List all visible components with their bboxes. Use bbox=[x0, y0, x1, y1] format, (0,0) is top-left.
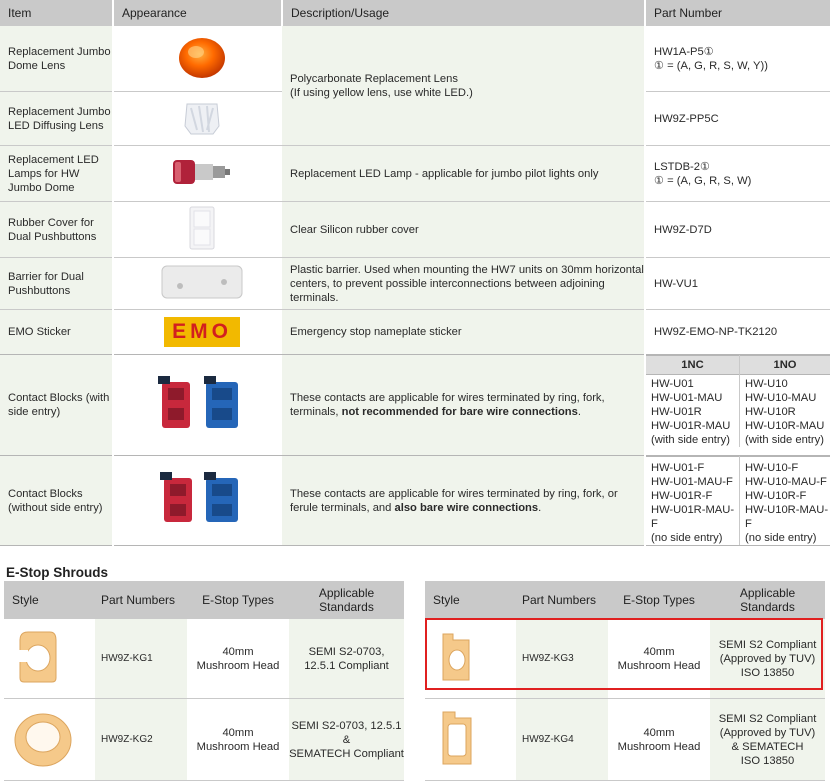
contact-blocks-noside-image bbox=[113, 456, 282, 546]
desc-end: . bbox=[538, 501, 542, 514]
contact-parts-table bbox=[646, 456, 830, 545]
part-number: HW-U01-MAU bbox=[651, 392, 723, 404]
contact-parts-cell bbox=[645, 456, 830, 546]
desc-plain: These contacts are applicable for wires terminated by ring, fork, or ferule terminals, and bbox=[290, 487, 618, 514]
description: Plastic barrier. Used when mounting the HW7 units on 30mm horizontal centers, to prevent possible interconnections between adjoining terminals. bbox=[282, 258, 645, 310]
estop-type-size: 40mm bbox=[643, 645, 675, 658]
header-standards-line1: Applicable bbox=[739, 585, 796, 600]
rubber-cover-image bbox=[113, 202, 282, 258]
part-number: HW9Z-PP5C bbox=[645, 92, 830, 146]
header-types: E-Stop Types bbox=[187, 581, 289, 619]
table-row bbox=[0, 310, 830, 355]
part-number: HW9Z-D7D bbox=[645, 202, 830, 258]
part-number: HW9Z-EMO-NP-TK2120 bbox=[645, 310, 830, 355]
part-number: HW-U10 bbox=[745, 378, 788, 390]
table-row bbox=[425, 699, 825, 781]
estop-type-name: Mushroom Head bbox=[617, 659, 701, 672]
part-number: HW-U10R-MAU bbox=[745, 420, 825, 432]
item-cell: EMO Sticker bbox=[0, 310, 113, 355]
section-title: E-Stop Shrouds bbox=[6, 565, 108, 580]
item-cell: Contact Blocks (without side entry) bbox=[0, 456, 113, 546]
header-types: E-Stop Types bbox=[608, 581, 710, 619]
part-number: HW-U10R bbox=[745, 406, 796, 418]
estop-type-size: 40mm bbox=[222, 645, 254, 658]
standards bbox=[289, 619, 404, 699]
part-number: HW-U01 bbox=[651, 378, 694, 390]
part-number: HW-U01R-MAU-F bbox=[651, 504, 735, 530]
led-lamp-image bbox=[113, 146, 282, 202]
part-number: HW-U10-MAU bbox=[745, 392, 817, 404]
emo-sticker: EMO bbox=[164, 317, 240, 347]
contact-parts-cell bbox=[645, 355, 830, 456]
estop-type-size: 40mm bbox=[643, 726, 675, 739]
standard-line: SEMATECH Compliant bbox=[289, 747, 404, 760]
estop-type bbox=[608, 699, 710, 781]
item-cell: Replacement Jumbo Dome Lens bbox=[0, 26, 113, 92]
table-row bbox=[4, 699, 404, 781]
part-number-note: (no side entry) bbox=[745, 532, 817, 544]
part-number-note: ① = (A, G, R, S, W, Y)) bbox=[654, 59, 768, 72]
part-number: HW9Z-KG2 bbox=[95, 699, 187, 781]
part-number-note: (with side entry) bbox=[745, 434, 824, 446]
header-standards bbox=[710, 581, 825, 619]
header-1no: 1NO bbox=[740, 356, 830, 375]
description bbox=[282, 355, 645, 456]
standard-line: & SEMATECH bbox=[731, 740, 804, 753]
description: Replacement LED Lamp - applicable for jumbo pilot lights only bbox=[282, 146, 645, 202]
contact-blocks-side-image bbox=[113, 355, 282, 456]
contact-parts-table bbox=[646, 355, 830, 447]
header-part-numbers: Part Numbers bbox=[516, 581, 608, 619]
part-number: HW9Z-KG3 bbox=[516, 619, 608, 699]
part-number: HW-U01-MAU-F bbox=[651, 476, 733, 488]
estop-type bbox=[187, 619, 289, 699]
header-standards bbox=[289, 581, 404, 619]
header-appearance: Appearance bbox=[113, 0, 282, 26]
part-number-note: (no side entry) bbox=[651, 532, 723, 544]
table-row bbox=[0, 146, 830, 202]
header-part-number: Part Number bbox=[645, 0, 830, 26]
standard-line: SEMI S2 Compliant bbox=[718, 712, 817, 725]
header-style: Style bbox=[4, 581, 95, 619]
part-number-note: (with side entry) bbox=[651, 434, 730, 446]
header-description: Description/Usage bbox=[282, 0, 645, 26]
part-number: HW9Z-KG4 bbox=[516, 699, 608, 781]
part-number: HW-U10R-MAU-F bbox=[745, 504, 829, 530]
shroud-kg2-image bbox=[4, 699, 95, 781]
header-item: Item bbox=[0, 0, 113, 26]
item-cell: Contact Blocks (with side entry) bbox=[0, 355, 113, 456]
standard-line: SEMI S2 Compliant bbox=[718, 638, 817, 651]
emo-sticker-image bbox=[113, 310, 282, 355]
header-standards-line2: Standards bbox=[740, 599, 795, 614]
part-number: HW-U10-F bbox=[745, 462, 799, 474]
estop-type-name: Mushroom Head bbox=[196, 740, 280, 753]
estop-type-name: Mushroom Head bbox=[617, 740, 701, 753]
header-1nc: 1NC bbox=[646, 356, 740, 375]
part-number: HW9Z-KG1 bbox=[95, 619, 187, 699]
table-row bbox=[0, 258, 830, 310]
standard-line: ISO 13850 bbox=[740, 754, 795, 767]
shroud-table-left bbox=[4, 581, 404, 781]
part-number-note: ① = (A, G, R, S, W) bbox=[654, 174, 752, 187]
shroud-kg4-image bbox=[425, 699, 516, 781]
desc-end: . bbox=[577, 406, 581, 418]
standard-line: (Approved by TUV) bbox=[719, 652, 816, 665]
desc-plain: These contacts are applicable for wires terminated by ring, fork, terminals, bbox=[290, 392, 605, 418]
part-number: HW-VU1 bbox=[645, 258, 830, 310]
part-number: HW-U10R-F bbox=[745, 490, 807, 502]
part-number: HW-U01-F bbox=[651, 462, 705, 474]
standard-line: ISO 13850 bbox=[740, 666, 795, 679]
part-number: HW-U10-MAU-F bbox=[745, 476, 827, 488]
standards bbox=[710, 699, 825, 781]
highlight-box bbox=[425, 618, 823, 690]
part-number: HW-U01R-F bbox=[651, 490, 713, 502]
standard-line: (Approved by TUV) bbox=[719, 726, 816, 739]
part-number: HW1A-P5① bbox=[654, 45, 714, 58]
description: Clear Silicon rubber cover bbox=[282, 202, 645, 258]
table-row bbox=[0, 456, 830, 546]
estop-type-size: 40mm bbox=[222, 726, 254, 739]
item-cell: Rubber Cover for Dual Pushbuttons bbox=[0, 202, 113, 258]
lens-desc-line2: (If using yellow lens, use white LED.) bbox=[290, 86, 473, 99]
table-row bbox=[0, 355, 830, 456]
diffusing-lens-image bbox=[113, 92, 282, 146]
table-row bbox=[0, 26, 830, 92]
estop-type-name: Mushroom Head bbox=[196, 659, 280, 672]
item-cell: Replacement Jumbo LED Diffusing Lens bbox=[0, 92, 113, 146]
dome-lens-image bbox=[113, 26, 282, 92]
standard-line: 12.5.1 Compliant bbox=[304, 659, 389, 672]
table-row bbox=[4, 619, 404, 699]
desc-bold: not recommended for bare wire connections bbox=[341, 406, 578, 418]
estop-type bbox=[187, 699, 289, 781]
standards bbox=[289, 699, 404, 781]
standard-line: SEMI S2-0703, 12.5.1 & bbox=[291, 719, 402, 746]
standard-line: SEMI S2-0703, bbox=[308, 645, 385, 658]
part-number: HW-U01R-MAU bbox=[651, 420, 731, 432]
table-row bbox=[0, 202, 830, 258]
header-standards-line2: Standards bbox=[319, 599, 374, 614]
barrier-image bbox=[113, 258, 282, 310]
lens-description bbox=[282, 26, 645, 146]
item-cell: Barrier for Dual Pushbuttons bbox=[0, 258, 113, 310]
lens-desc-line1: Polycarbonate Replacement Lens bbox=[290, 72, 458, 85]
part-number: LSTDB-2① bbox=[654, 160, 711, 173]
shroud-kg1-image bbox=[4, 619, 95, 699]
header-part-numbers: Part Numbers bbox=[95, 581, 187, 619]
part-number-cell bbox=[645, 26, 830, 92]
description: Emergency stop nameplate sticker bbox=[282, 310, 645, 355]
item-cell: Replacement LED Lamps for HW Jumbo Dome bbox=[0, 146, 113, 202]
desc-bold: also bare wire connections bbox=[394, 501, 539, 514]
header-style: Style bbox=[425, 581, 516, 619]
header-standards-line1: Applicable bbox=[318, 585, 375, 600]
part-number: HW-U01R bbox=[651, 406, 702, 418]
description bbox=[282, 456, 645, 546]
part-number-cell bbox=[645, 146, 830, 202]
